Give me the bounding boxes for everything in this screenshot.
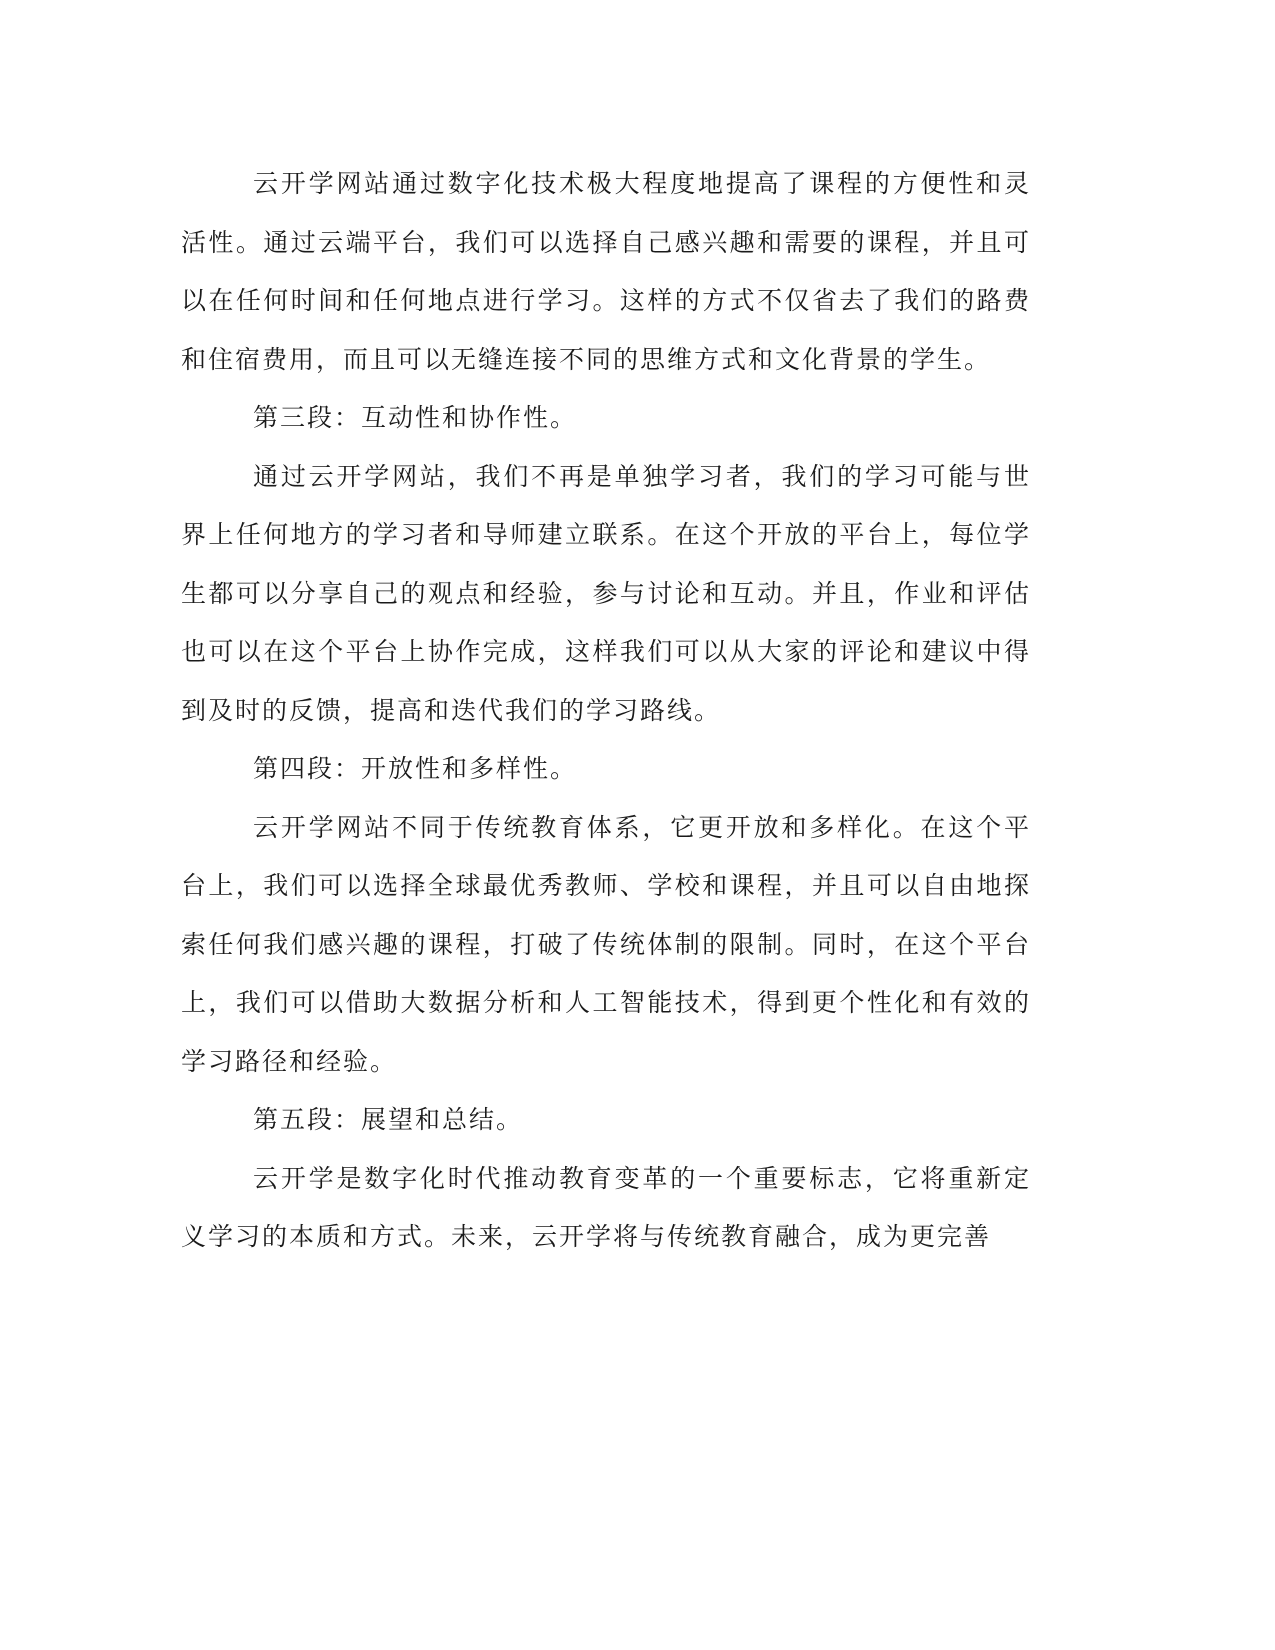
paragraph-openness: 云开学网站不同于传统教育体系，它更开放和多样化。在这个平台上，我们可以选择全球最优秀教师、学校和课程，并且可以自由地探索任何我们感兴趣的课程，打破了传统体制的限制。同时，在这个平台上，我们可以借助大数据分析和人工智能技术，得到更个性化和有效的学习路径和经验。	[181, 812, 1031, 1076]
paragraph-outlook: 云开学是数字化时代推动教育变革的一个重要标志，它将重新定义学习的本质和方式。未来，云开学将与传统教育融合，成为更完善	[181, 1163, 1031, 1251]
paragraph-flexibility: 云开学网站通过数字化技术极大程度地提高了课程的方便性和灵活性。通过云端平台，我们可以选择自己感兴趣和需要的课程，并且可以在任何时间和任何地点进行学习。这样的方式不仅省去了我们的路费和住宿费用，而且可以无缝连接不同的思维方式和文化背景的学生。	[181, 169, 1031, 374]
document-body	[181, 155, 1031, 1267]
section-heading-4: 第四段：开放性和多样性。	[253, 754, 578, 783]
paragraph-interaction: 通过云开学网站，我们不再是单独学习者，我们的学习可能与世界上任何地方的学习者和导师建立联系。在这个开放的平台上，每位学生都可以分享自己的观点和经验，参与讨论和互动。并且，作业和评估也可以在这个平台上协作完成，这样我们可以从大家的评论和建议中得到及时的反馈，提高和迭代我们的学习路线。	[181, 461, 1031, 725]
section-heading-5: 第五段：展望和总结。	[253, 1105, 524, 1134]
section-heading-3: 第三段：互动性和协作性。	[253, 403, 578, 432]
